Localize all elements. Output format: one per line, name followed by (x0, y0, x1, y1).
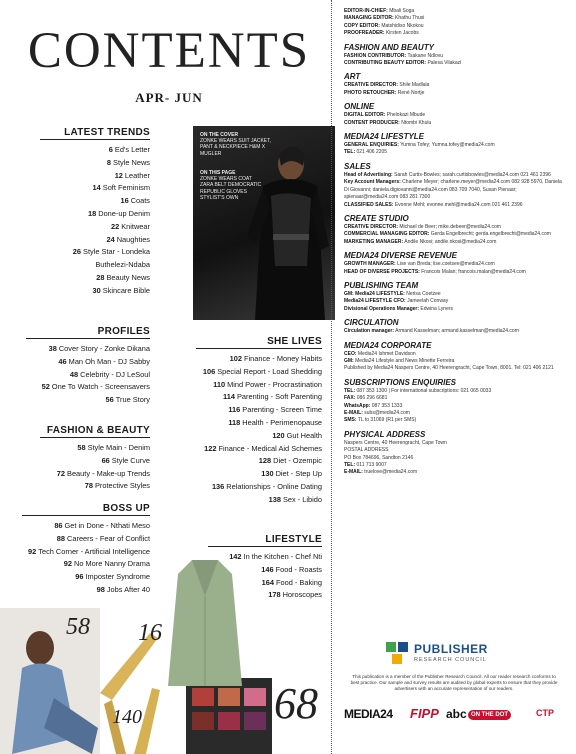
masthead-value: PO Box 784696, Sandton 2146 (344, 454, 414, 461)
masthead-value: Naspers Centre, 40 Heerengracht, Cape Town (344, 439, 447, 446)
toc-page-number: 24 (106, 234, 115, 244)
masthead-line (344, 388, 566, 395)
masthead-line (344, 306, 566, 313)
toc-label: Parenting - Screen Time (242, 405, 322, 415)
masthead-line (344, 60, 566, 67)
masthead-role: EDITOR-IN-CHIEF: (344, 8, 388, 14)
toc-page-number: 92 (63, 559, 72, 569)
toc-page-number: 116 (228, 405, 241, 415)
masthead-line (344, 231, 566, 238)
toc-label: Beauty - Make-up Trends (67, 468, 150, 478)
page-title: CONTENTS (27, 23, 311, 79)
toc-entry[interactable] (40, 442, 150, 455)
toc-entry[interactable] (40, 144, 150, 157)
fashion-beauty-list (40, 442, 150, 493)
masthead-section-heading: MEDIA24 LIFESTYLE (344, 132, 425, 142)
toc-page-number: 138 (268, 494, 281, 504)
toc-page-number: 8 (106, 157, 112, 167)
masthead-value: Tsakane Ndlovu (407, 52, 444, 59)
masthead-line (344, 142, 566, 149)
toc-entry[interactable] (196, 366, 322, 379)
masthead-line (344, 298, 566, 305)
masthead-value: Gerda Engelbrecht; gerda.engelbrecht@media24.com (430, 231, 551, 238)
toc-entry[interactable] (22, 546, 150, 559)
on-the-cover-caption (200, 132, 280, 157)
masthead-line (344, 469, 566, 476)
toc-page-number: 66 (101, 455, 110, 465)
toc-entry[interactable] (40, 208, 150, 221)
toc-entry[interactable] (26, 356, 150, 369)
on-page-text: ZONKE WEARS COAT ZARA BELT DEMOCRATIC REPUBLIC GLOVES STYLIST'S OWN (200, 176, 262, 201)
page-number-68: 68 (274, 679, 318, 728)
toc-entry[interactable] (22, 558, 150, 571)
toc-label: No More Nanny Drama (74, 559, 150, 569)
masthead-value: Francois Malan; francois.malan@media24.com (421, 268, 526, 275)
masthead-role: FASHION CONTRIBUTOR: (344, 52, 407, 59)
masthead-value: Ntombi Khulu (401, 119, 432, 126)
masthead-role: TEL: (344, 387, 356, 394)
prc-name: PUBLISHER (414, 642, 488, 656)
toc-entry[interactable] (26, 394, 150, 407)
masthead-value: truelove@media24.com (364, 469, 418, 476)
toc-label: Relationships - Online Dating (226, 481, 322, 491)
masthead-value: Armand Kasselman; armand.kasselman@media24.com (395, 328, 519, 335)
section-she-lives (196, 336, 322, 507)
masthead-value: subs@media24.com (364, 410, 410, 416)
masthead-line (344, 403, 566, 410)
masthead-role: TEL: (344, 149, 356, 156)
masthead-role: COMMERCIAL MANAGING EDITOR: (344, 231, 430, 238)
toc-label: Style Main - Denim (87, 443, 150, 452)
masthead-role: WhatsApp: (344, 402, 371, 409)
toc-label: Style Curve (111, 455, 150, 465)
toc-entry[interactable] (40, 182, 150, 195)
toc-label: Food - Roasts (275, 564, 322, 574)
toc-label: Soft Feminism (102, 183, 150, 193)
masthead-value: Published by Media24 Naspers Centre, 40 Heerengracht, Cape Town, 8001. Tel: 021 406 2121 (344, 365, 554, 372)
boss-up-list (22, 520, 150, 597)
masthead-line (344, 358, 566, 365)
toc-page-number: 146 (261, 564, 274, 574)
toc-page-number: 72 (56, 468, 66, 478)
toc-entry[interactable] (40, 272, 150, 285)
masthead-value: Edwina Lyners (420, 305, 454, 312)
masthead-line (344, 269, 566, 276)
toc-label: Get in Done - Nthati Meso (64, 521, 150, 530)
toc-label: Food - Baking (275, 577, 322, 587)
masthead-value: Sarah Curtis-Bowles; sarah.curtisbowles@media24.com 021 461 2396 (394, 171, 551, 178)
masthead-value: Charlene Meyer; charlene.meyer@media24.com 082 928 5970, Daniela Di Giovanni; daniela.digiovanni@media24.com 083 709 7040, Susan Pienaar; spienaar@media24.com 083 281 7300 (344, 179, 562, 201)
masthead-line (344, 53, 566, 60)
toc-entry[interactable] (40, 480, 150, 493)
publisher-logos (344, 704, 566, 724)
toc-page-number: 92 (28, 546, 37, 556)
masthead-value: 021 406 2205 (356, 149, 388, 156)
masthead-role: MANAGING EDITOR: (344, 15, 394, 22)
toc-label: Special Report - Load Shedding (217, 366, 322, 376)
toc-label: Buthelezi-Ndaba (95, 260, 150, 270)
masthead-line (344, 23, 566, 30)
page-number-16: 16 (138, 620, 162, 646)
toc-entry[interactable] (40, 468, 150, 481)
toc-label: Imposter Syndrome (85, 572, 150, 582)
column-divider (331, 0, 332, 754)
toc-page-number: 78 (84, 481, 93, 491)
toc-label: Careers - Fear of Conflict (67, 533, 150, 543)
toc-label: Style News (113, 157, 150, 167)
masthead-value: 087 353 1300 | For international subscriptions: 021 065 0033 (356, 387, 492, 394)
masthead-line (344, 82, 566, 89)
toc-page-number: 96 (75, 572, 84, 582)
toc-page-number: 12 (114, 170, 123, 180)
masthead-value: 086 296 6681 (356, 395, 388, 402)
toc-entry[interactable] (40, 221, 150, 234)
masthead-value: Khathu Thusi (395, 15, 425, 22)
masthead-line (344, 351, 566, 358)
masthead-line (344, 202, 566, 209)
toc-page-number: 38 (48, 344, 57, 353)
masthead-role: PHOTO RETOUCHER: (344, 89, 397, 96)
masthead-role: CEO: (344, 350, 357, 357)
masthead-role: SMS: (344, 417, 357, 424)
masthead-value: Michael de Beer; mike.debeer@media24.com (399, 223, 501, 230)
toc-label: Tech Corner - Artificial Intelligence (38, 546, 150, 556)
toc-label: Diet - Step Up (275, 469, 322, 479)
masthead-section-heading: SALES (344, 161, 371, 171)
masthead-value: René Nortje (397, 89, 425, 96)
page-number-140: 140 (112, 706, 142, 728)
masthead-role: E-MAIL: (344, 469, 363, 476)
masthead-value: Kirsten Jacobs (385, 30, 419, 37)
masthead-line (344, 120, 566, 127)
toc-label: Beauty News (106, 272, 150, 282)
ctp-logo: CTP (536, 708, 554, 718)
masthead-value: Shile Madlala (399, 82, 430, 89)
masthead-role: CONTENT PRODUCER: (344, 119, 400, 126)
toc-page-number: 110 (213, 379, 226, 389)
masthead-role: GM: Media24 LIFESTYLE: (344, 290, 405, 297)
section-fashion-beauty (40, 425, 150, 493)
toc-page-number: 30 (92, 285, 101, 295)
masthead-value: Jameelah Conway (407, 298, 449, 305)
she-lives-list (196, 353, 322, 507)
masthead-role: GM: (344, 357, 354, 364)
masthead-value: Evonne Mehl; evonne.mehl@media24.com 021 461 2396 (394, 201, 523, 208)
toc-label: Finance - Money Habits (243, 354, 322, 363)
masthead-role: TEL: (344, 462, 356, 469)
masthead-section-heading: PUBLISHING TEAM (344, 280, 419, 290)
toc-page-number: 88 (56, 533, 66, 543)
masthead-section-heading: MEDIA24 DIVERSE REVENUE (344, 251, 457, 261)
toc-label: Diet - Ozempic (273, 456, 322, 466)
masthead-role: COPY EDITOR: (344, 22, 380, 29)
masthead-role: Circulation manager: (344, 328, 395, 335)
toc-page-number: 128 (258, 456, 272, 466)
toc-label: Style Star - Londeka (83, 247, 150, 257)
toc-page-number: 136 (211, 481, 225, 491)
on-cover-heading: ON THE COVER (200, 132, 239, 138)
on-the-dot-logo: ON THE DOT (468, 710, 511, 720)
masthead-line (344, 455, 566, 462)
toc-page-number: 48 (69, 369, 79, 379)
media24-logo: MEDIA24 (344, 707, 393, 721)
toc-page-number: 16 (120, 196, 129, 206)
masthead-value: TL to 31069 (R1 per SMS) (357, 417, 417, 424)
toc-label: Parenting - Soft Parenting (236, 392, 322, 402)
toc-page-number: 120 (272, 430, 285, 440)
toc-page-number: 6 (108, 145, 113, 154)
toc-entry[interactable] (196, 455, 322, 468)
masthead-role: MARKETING MANAGER: (344, 238, 404, 245)
toc-label: One To Watch - Screensavers (51, 382, 150, 392)
masthead-line (344, 224, 566, 231)
toc-label: Done-up Denim (98, 208, 150, 218)
toc-label: Health - Perimenopause (242, 417, 322, 427)
masthead-line (344, 172, 566, 179)
section-heading: LATEST TRENDS (40, 127, 150, 140)
masthead-value: Phelokazi Mbude (386, 112, 426, 119)
toc-label: Man Oh Man - DJ Sabby (68, 356, 150, 366)
masthead-role: E-MAIL: (344, 410, 363, 416)
toc-entry[interactable] (22, 533, 150, 546)
masthead-line (344, 328, 566, 335)
toc-page-number: 14 (92, 183, 101, 193)
toc-entry[interactable] (196, 404, 322, 417)
masthead (344, 8, 566, 477)
masthead-value: Media24 Ishmet Davidson (357, 350, 416, 357)
toc-label: Coats (130, 196, 150, 206)
toc-label: Knitwear (121, 221, 150, 231)
toc-label: True Story (115, 395, 150, 405)
prc-emblem-icon (384, 640, 410, 666)
toc-page-number: 118 (228, 417, 241, 427)
toc-page-number: 130 (261, 469, 274, 479)
masthead-line (344, 261, 566, 268)
prc-logo (384, 640, 494, 668)
toc-label: Gut Health (286, 430, 322, 440)
profiles-list (26, 343, 150, 407)
masthead-role: GROWTH MANAGER: (344, 261, 396, 268)
toc-page-number: 46 (58, 356, 67, 366)
toc-page-number: 18 (88, 208, 97, 218)
masthead-value: Matshidiso Nkokou (381, 22, 424, 29)
toc-entry[interactable] (196, 391, 322, 404)
section-heading: PROFILES (26, 326, 150, 339)
masthead-section-heading: CREATE STUDIO (344, 213, 409, 223)
toc-entry[interactable] (26, 381, 150, 394)
masthead-line (344, 239, 566, 246)
masthead-role: DIGITAL EDITOR: (344, 112, 386, 119)
page-number-58: 58 (66, 614, 90, 640)
masthead-role: Key Account Managers: (344, 179, 401, 186)
prc-note: This publication is a member of the Publisher Research Council. All our reader research conforms to best practice. Our sample and survey results are audited by global experts to ensure that they provide advertisers with an accurate representation of our readers. (350, 674, 558, 691)
masthead-line (344, 149, 566, 156)
toc-entry[interactable] (196, 430, 322, 443)
masthead-section-heading: PHYSICAL ADDRESS (344, 429, 426, 439)
masthead-value: Andile Nkosi; andile.nkosi@media24.com (404, 238, 497, 245)
toc-label: Sex - Libido (282, 494, 322, 504)
toc-label: Protective Styles (94, 481, 150, 491)
toc-page-number: 164 (261, 577, 274, 587)
masthead-line (344, 410, 566, 417)
masthead-role: FAX: (344, 395, 356, 402)
toc-entry[interactable] (40, 157, 150, 170)
masthead-line (344, 30, 566, 37)
toc-page-number: 114 (223, 392, 235, 402)
toc-page-number: 58 (77, 443, 86, 452)
toc-label: In the Kitchen - Chef Nti (243, 552, 322, 561)
masthead-value: 011 713 9007 (356, 462, 387, 469)
toc-page-number: 26 (72, 247, 82, 257)
masthead-line (344, 8, 566, 15)
masthead-line (344, 417, 566, 424)
section-profiles (26, 326, 150, 407)
section-heading: FASHION & BEAUTY (40, 425, 150, 438)
masthead-section-heading: FASHION AND BEAUTY (344, 42, 434, 52)
section-boss-up (22, 503, 150, 597)
masthead-role: CREATIVE DIRECTOR: (344, 82, 398, 89)
masthead-role: PROOFREADER: (344, 30, 385, 37)
prc-subtitle: RESEARCH COUNCIL (414, 657, 487, 663)
toc-page-number: 86 (54, 521, 63, 530)
masthead-value: Yumna Tofey; Yumna.tofey@media24.com (400, 142, 495, 149)
green-coat-image (166, 556, 244, 696)
masthead-section-heading: ONLINE (344, 102, 375, 112)
toc-entry[interactable] (40, 259, 150, 272)
masthead-line (344, 179, 566, 201)
masthead-role: HEAD OF DIVERSE PROJECTS: (344, 268, 420, 275)
masthead-value: POSTAL ADDRESS (344, 447, 389, 454)
fipp-logo: FIPP (410, 706, 439, 721)
toc-entry[interactable] (40, 455, 150, 468)
toc-label: Jobs After 40 (106, 584, 150, 594)
toc-label: Skincare Bible (102, 285, 150, 295)
masthead-value: Lise van Breda; lise.coetsee@media24.com (397, 261, 495, 268)
toc-label: Cover Story - Zonke Dikana (58, 344, 150, 353)
toc-label: Leather (124, 170, 150, 180)
masthead-section-heading: MEDIA24 CORPORATE (344, 340, 432, 350)
on-page-heading: ON THIS PAGE (200, 170, 236, 176)
toc-entry[interactable] (26, 343, 150, 356)
masthead-value: Nerisa Coetzee (406, 290, 441, 297)
toc-entry[interactable] (196, 379, 322, 392)
masthead-line (344, 395, 566, 402)
masthead-role: GENERAL ENQUIRIES: (344, 142, 399, 149)
latest-trends-list (40, 144, 150, 298)
toc-entry[interactable] (196, 443, 322, 456)
toc-label: Naughties (116, 234, 150, 244)
toc-page-number: 98 (96, 584, 105, 594)
section-heading: SHE LIVES (196, 336, 322, 349)
masthead-line (344, 90, 566, 97)
toc-entry[interactable] (40, 195, 150, 208)
toc-entry[interactable] (40, 246, 150, 259)
on-this-page-caption (200, 170, 262, 201)
section-heading: BOSS UP (22, 503, 150, 516)
masthead-line (344, 365, 566, 372)
masthead-line (344, 447, 566, 454)
masthead-role: CLASSIFIED SALES: (344, 201, 394, 208)
toc-page-number: 102 (229, 354, 242, 363)
toc-page-number: 142 (229, 552, 242, 561)
toc-entry[interactable] (26, 369, 150, 382)
toc-page-number: 28 (96, 272, 105, 282)
toc-page-number: 178 (268, 590, 281, 600)
toc-entry[interactable] (40, 170, 150, 183)
on-cover-text: ZONKE WEARS SUIT JACKET, PANT & NECKPIECE H&M X MUGLER (200, 138, 272, 157)
masthead-line (344, 112, 566, 119)
cover-photo (193, 126, 335, 320)
toc-entry[interactable] (40, 234, 150, 247)
masthead-role: Media24 LIFESTYLE CFO: (344, 298, 406, 305)
toc-entry[interactable] (196, 481, 322, 494)
toc-label: Ed's Letter (114, 145, 150, 154)
masthead-role: Head of Advertising: (344, 171, 393, 178)
abc-logo: abc (446, 707, 467, 721)
masthead-role: Divisional Operations Manager: (344, 305, 420, 312)
toc-entry[interactable] (22, 584, 150, 597)
masthead-value: 087 353 1333 (371, 402, 403, 409)
masthead-value: Mbali Soga (389, 8, 415, 14)
masthead-line (344, 462, 566, 469)
toc-label: Mind Power - Procrastination (227, 379, 322, 389)
toc-label: Finance - Medical Aid Schemes (218, 443, 322, 453)
toc-page-number: 52 (41, 382, 50, 392)
section-heading: LIFESTYLE (208, 534, 322, 547)
masthead-section-heading: ART (344, 72, 361, 82)
toc-page-number: 122 (204, 443, 217, 453)
toc-page-number: 106 (202, 366, 216, 376)
masthead-line (344, 440, 566, 447)
page-subtitle: APR- JUN (135, 90, 203, 105)
masthead-value: Palesa Vilakazi (427, 60, 462, 67)
toc-entry[interactable] (40, 285, 150, 298)
section-latest-trends (40, 127, 150, 298)
masthead-section-heading: SUBSCRIPTIONS ENQUIRIES (344, 377, 457, 387)
masthead-section-heading: CIRCULATION (344, 318, 399, 328)
toc-entry[interactable] (196, 494, 322, 507)
toc-page-number: 56 (105, 395, 114, 405)
toc-entry[interactable] (196, 417, 322, 430)
toc-page-number: 22 (111, 221, 120, 231)
toc-entry[interactable] (196, 468, 322, 481)
toc-entry[interactable] (22, 520, 150, 533)
masthead-role: CREATIVE DIRECTOR: (344, 223, 398, 230)
toc-label: Horoscopes (282, 590, 322, 600)
toc-label: Celebrity - DJ LeSoul (80, 369, 150, 379)
toc-entry[interactable] (22, 571, 150, 584)
toc-entry[interactable] (196, 353, 322, 366)
masthead-line (344, 291, 566, 298)
masthead-role: CONTRIBUTING BEAUTY EDITOR: (344, 60, 427, 67)
masthead-value: Media24 Lifestyle and News Minette Ferreira (355, 357, 455, 364)
masthead-line (344, 15, 566, 22)
